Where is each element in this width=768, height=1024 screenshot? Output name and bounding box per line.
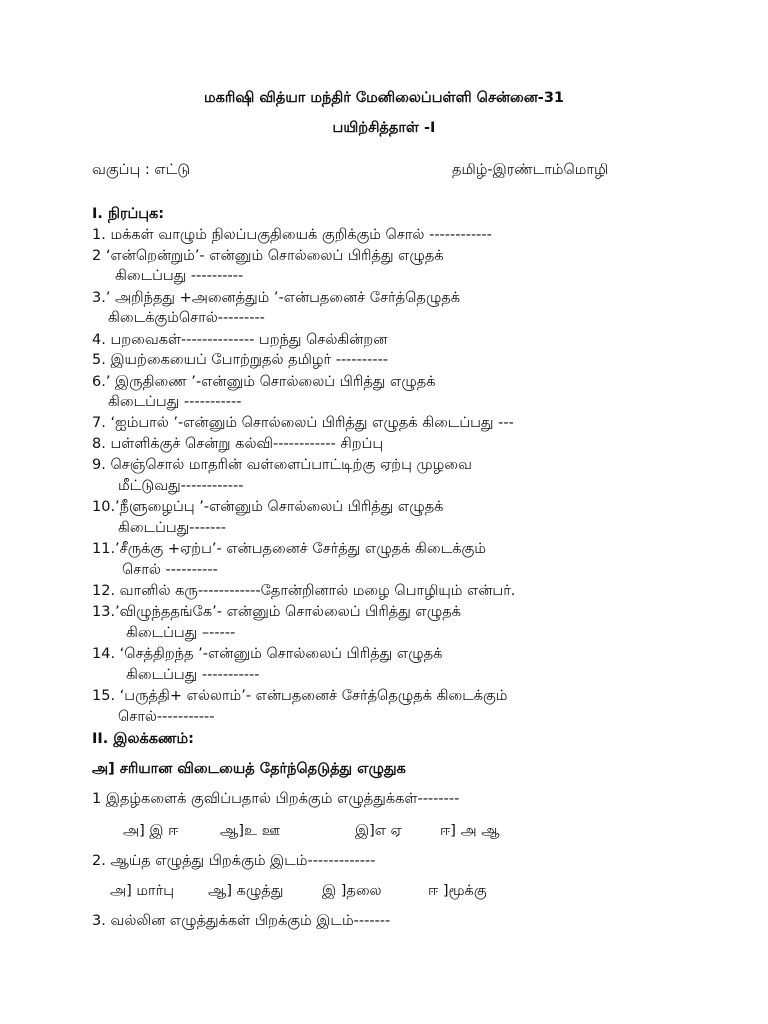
mcq-option: ஆ] கழுத்து [208, 883, 284, 899]
fill-question-cont: மீட்டுவது------------ [118, 478, 244, 494]
section-2-subheading: அ] சரியான விடையைத் தேர்ந்தெடுத்து எழுதுக [92, 761, 406, 777]
fill-question: 10.’நீளுழைப்பு ’-என்னும் சொல்லைப் பிரித்து எழுதக் [92, 499, 444, 515]
fill-question: 12. வானில் கரு------------தோன்றினால் மழை பொழியும் என்பர். [92, 583, 516, 599]
mcq-option: அ] மார்பு [110, 883, 174, 899]
mcq-question: 2. ஆய்த எழுத்து பிறக்கும் இடம்------------- [92, 853, 376, 869]
fill-question-cont: கிடைக்கும்சொல்--------- [108, 310, 265, 326]
class-label: வகுப்பு : எட்டு [92, 162, 191, 178]
fill-question-cont: கிடைப்பது ----------- [108, 394, 242, 410]
mcq-option: ஈ] அ ஆ [440, 823, 500, 839]
mcq-option: இ ]தலை [322, 883, 382, 899]
fill-question: 5. இயற்கையைப் போற்றுதல் தமிழர் ---------- [92, 352, 389, 368]
mcq-option: இ]எ ஏ [355, 823, 402, 839]
section-2-heading: II. இலக்கணம்: [92, 731, 194, 747]
fill-question: 1. மக்கள் வாழும் நிலப்பகுதியைக் குறிக்கும் சொல் ------------ [92, 227, 492, 243]
school-title: மகரிஷி வித்யா மந்திர் மேனிலைப்பள்ளி சென்னை-31 [203, 90, 565, 106]
fill-question-cont: கிடைப்பது –----- [126, 625, 236, 641]
mcq-question: 1 இதழ்களைக் குவிப்பதால் பிறக்கும் எழுத்துக்கள்-------- [92, 791, 460, 807]
fill-question-cont: கிடைப்பது ----------- [126, 667, 260, 683]
fill-question: 15. ‘பருத்தி+ எல்லாம்’- என்பதனைச் சேர்த்தெழுதக் கிடைக்கும் [92, 688, 508, 704]
fill-question: 3.’ அறிந்தது +அனைத்தும் ’-என்பதனைச் சேர்த்தெழுதக் [92, 290, 461, 306]
fill-question: 9. செஞ்சொல் மாதரின் வள்ளைப்பாட்டிற்கு ஏற்பு முழவை [92, 457, 472, 473]
fill-question: 7. ‘ஐம்பால் ’-என்னும் சொல்லைப் பிரித்து எழுதக் கிடைப்பது --- [92, 415, 514, 431]
fill-question: 6.’ இருதிணை ’-என்னும் சொல்லைப் பிரித்து எழுதக் [92, 374, 436, 390]
mcq-option: அ] இ ஈ [123, 823, 179, 839]
mcq-option: ஆ]உ ஊ [220, 823, 281, 839]
fill-question: 11.’சீருக்கு +ஏற்ப’- என்பதனைச் சேர்த்து எழுதக் கிடைக்கும் [92, 541, 486, 557]
fill-question: 4. பறவைகள்-------------- பறந்து செல்கின்றன [92, 332, 388, 348]
fill-question: 8. பள்ளிக்குச் சென்று கல்வி------------ சிறப்பு [92, 436, 384, 452]
fill-question: 2 ‘என்றென்றும்’- என்னும் சொல்லைப் பிரித்து எழுதக் [92, 248, 444, 264]
fill-question-cont: கிடைப்பது ---------- [115, 268, 244, 284]
fill-question-cont: சொல்----------- [118, 709, 215, 725]
fill-question: 14. ‘செத்திறந்த ’-என்னும் சொல்லைப் பிரித்து எழுதக் [92, 646, 443, 662]
subject-label: தமிழ்-இரண்டாம்மொழி [452, 162, 609, 178]
fill-question-cont: கிடைப்பது------- [118, 520, 226, 536]
fill-question: 13.’விழுந்ததங்கே’- என்னும் சொல்லைப் பிரித்து எழுதக் [92, 604, 461, 620]
mcq-question: 3. வல்லின எழுத்துக்கள் பிறக்கும் இடம்------- [92, 913, 391, 929]
mcq-option: ஈ ]மூக்கு [428, 883, 487, 899]
fill-question-cont: சொல் ---------- [122, 562, 218, 578]
section-1-heading: I. நிரப்புக: [92, 206, 165, 222]
worksheet-title: பயிற்சித்தாள் -I [332, 120, 436, 136]
